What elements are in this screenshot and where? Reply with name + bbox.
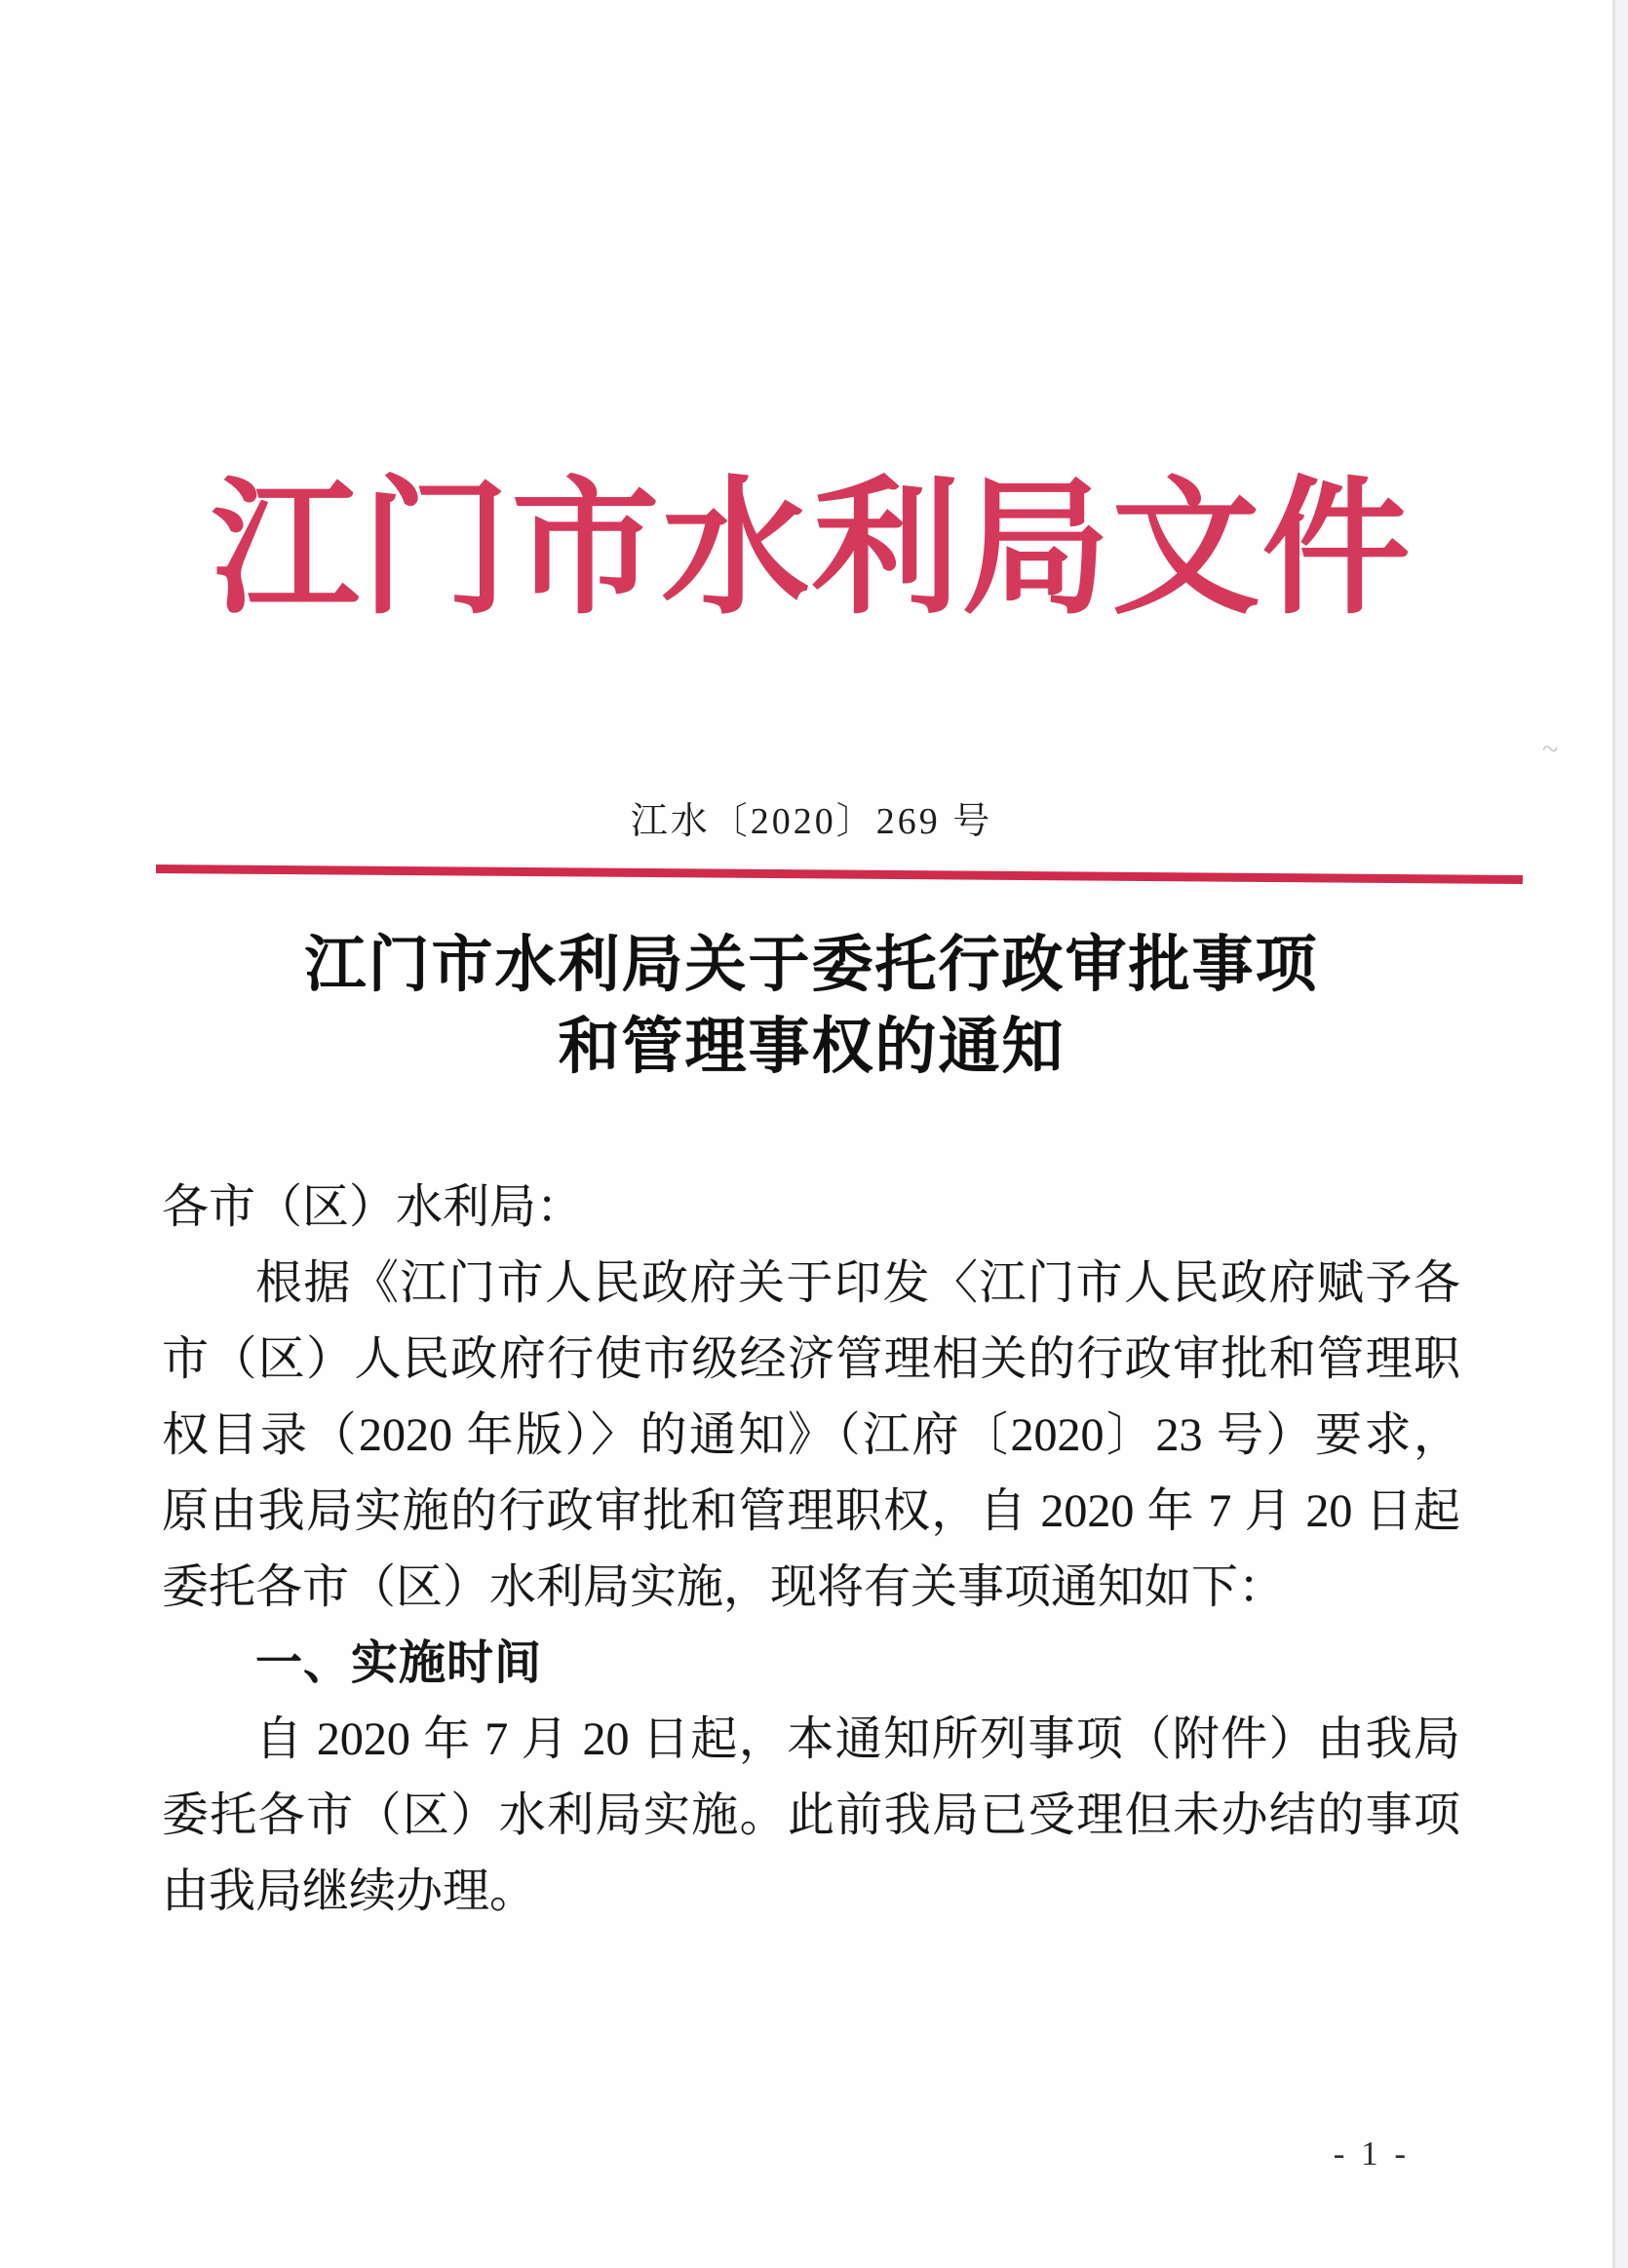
- body-line: 根据《江门市人民政府关于印发〈江门市人民政府赋予各: [255, 1257, 1460, 1309]
- body-line: 委托各市（区）水利局实施，现将有关事项通知如下：: [162, 1561, 1286, 1613]
- document-title-line-2: 和管理事权的通知: [558, 1013, 1066, 1081]
- scan-edge-line: [1612, 0, 1615, 2268]
- scan-edge-strip: [1615, 0, 1628, 2268]
- letterhead-agency-title: 江门市水利局文件: [211, 468, 1413, 632]
- body-line: 自 2020 年 7 月 20 日起，本通知所列事项（附件）由我局: [255, 1713, 1460, 1765]
- scan-artifact-speck: ~: [1539, 732, 1561, 766]
- body-line: 权目录（2020 年版）〉的通知》（江府〔2020〕23 号）要求，: [162, 1409, 1460, 1461]
- letterhead-red-rule: [156, 865, 1523, 884]
- document-number: 江水〔2020〕269 号: [630, 801, 993, 842]
- document-title-line-1: 江门市水利局关于委托行政审批事项: [304, 931, 1319, 999]
- body-line: 市（区）人民政府行使市级经济管理相关的行政审批和管理职: [162, 1333, 1460, 1385]
- section-heading-implementation-time: 一、实施时间: [255, 1637, 543, 1689]
- page-number: - 1 -: [1333, 2134, 1410, 2172]
- body-line-salutation: 各市（区）水利局：: [162, 1181, 584, 1233]
- document-body: [162, 1170, 1460, 1930]
- body-line: 原由我局实施的行政审批和管理职权，自 2020 年 7 月 20 日起: [162, 1485, 1460, 1537]
- body-line: 委托各市（区）水利局实施。此前我局已受理但未办结的事项: [162, 1789, 1460, 1841]
- body-line: 由我局继续办理。: [162, 1865, 537, 1917]
- document-title: [161, 924, 1462, 1088]
